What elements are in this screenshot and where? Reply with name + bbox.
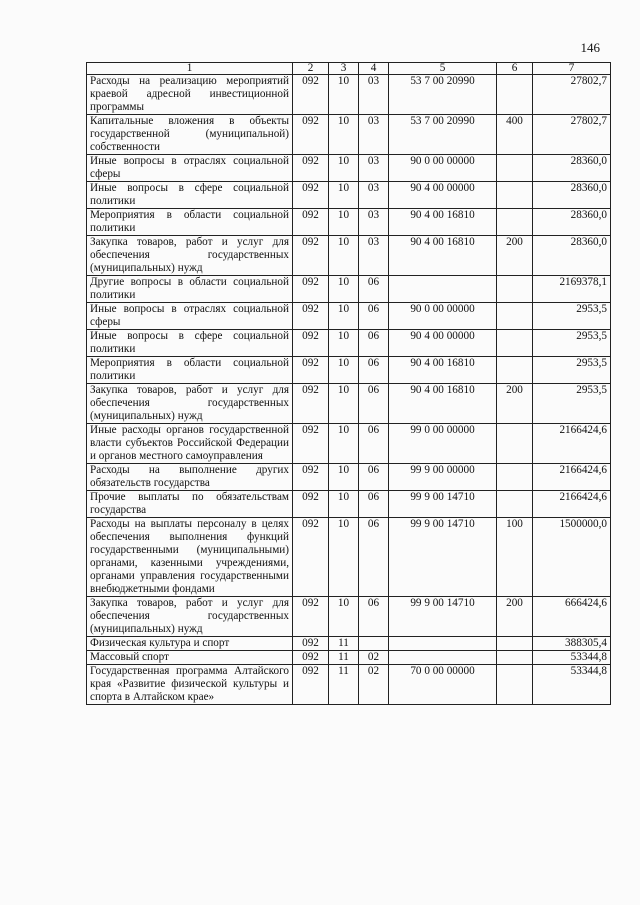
row-target-article-cell: 99 9 00 14710 bbox=[389, 597, 497, 637]
row-expense-type-cell bbox=[497, 637, 533, 651]
row-ved-cell: 092 bbox=[293, 330, 329, 357]
row-section-cell: 10 bbox=[329, 115, 359, 155]
row-expense-type-cell bbox=[497, 276, 533, 303]
row-ved-cell: 092 bbox=[293, 464, 329, 491]
row-target-article-cell: 99 9 00 14710 bbox=[389, 491, 497, 518]
table-row bbox=[87, 518, 611, 597]
row-expense-type-cell bbox=[497, 155, 533, 182]
row-ved-cell: 092 bbox=[293, 491, 329, 518]
row-ved-cell: 092 bbox=[293, 155, 329, 182]
row-name-cell: Иные расходы органов государственной власти субъектов Российской Федерации и органов местного самоуправления bbox=[87, 424, 293, 464]
row-target-article-cell: 90 4 00 00000 bbox=[389, 182, 497, 209]
row-section-cell: 11 bbox=[329, 651, 359, 665]
row-section-cell: 10 bbox=[329, 518, 359, 597]
column-header: 3 bbox=[329, 63, 359, 75]
row-name-cell: Мероприятия в области социальной политики bbox=[87, 357, 293, 384]
row-name-cell: Государственная программа Алтайского края «Развитие физической культуры и спорта в Алтайском крае» bbox=[87, 665, 293, 705]
row-subsection-cell: 03 bbox=[359, 209, 389, 236]
row-amount-cell: 27802,7 bbox=[533, 75, 611, 115]
row-amount-cell: 1500000,0 bbox=[533, 518, 611, 597]
row-name-cell: Мероприятия в области социальной политики bbox=[87, 209, 293, 236]
row-expense-type-cell bbox=[497, 75, 533, 115]
row-name-cell: Иные вопросы в отраслях социальной сферы bbox=[87, 303, 293, 330]
row-subsection-cell: 06 bbox=[359, 330, 389, 357]
table-row bbox=[87, 464, 611, 491]
row-subsection-cell: 06 bbox=[359, 303, 389, 330]
row-ved-cell: 092 bbox=[293, 276, 329, 303]
row-ved-cell: 092 bbox=[293, 424, 329, 464]
row-section-cell: 10 bbox=[329, 276, 359, 303]
table-body bbox=[87, 75, 611, 705]
row-target-article-cell bbox=[389, 637, 497, 651]
row-expense-type-cell bbox=[497, 665, 533, 705]
table-row bbox=[87, 357, 611, 384]
row-amount-cell: 28360,0 bbox=[533, 182, 611, 209]
row-expense-type-cell: 200 bbox=[497, 597, 533, 637]
row-expense-type-cell: 400 bbox=[497, 115, 533, 155]
row-ved-cell: 092 bbox=[293, 597, 329, 637]
table-row bbox=[87, 491, 611, 518]
row-section-cell: 10 bbox=[329, 597, 359, 637]
row-subsection-cell: 06 bbox=[359, 518, 389, 597]
row-amount-cell: 2166424,6 bbox=[533, 464, 611, 491]
row-name-cell: Расходы на выполнение других обязательств государства bbox=[87, 464, 293, 491]
row-expense-type-cell bbox=[497, 357, 533, 384]
row-ved-cell: 092 bbox=[293, 665, 329, 705]
row-expense-type-cell: 200 bbox=[497, 384, 533, 424]
row-subsection-cell: 03 bbox=[359, 115, 389, 155]
row-amount-cell: 28360,0 bbox=[533, 209, 611, 236]
row-ved-cell: 092 bbox=[293, 384, 329, 424]
table-row bbox=[87, 665, 611, 705]
row-expense-type-cell bbox=[497, 424, 533, 464]
row-amount-cell: 2953,5 bbox=[533, 330, 611, 357]
row-expense-type-cell bbox=[497, 303, 533, 330]
table-row bbox=[87, 424, 611, 464]
row-subsection-cell bbox=[359, 637, 389, 651]
column-header: 4 bbox=[359, 63, 389, 75]
row-section-cell: 10 bbox=[329, 236, 359, 276]
row-ved-cell: 092 bbox=[293, 637, 329, 651]
row-amount-cell: 28360,0 bbox=[533, 236, 611, 276]
row-target-article-cell: 90 4 00 00000 bbox=[389, 330, 497, 357]
row-name-cell: Расходы на реализацию мероприятий краевой адресной инвестиционной программы bbox=[87, 75, 293, 115]
row-section-cell: 10 bbox=[329, 464, 359, 491]
row-expense-type-cell bbox=[497, 464, 533, 491]
table-row bbox=[87, 384, 611, 424]
row-section-cell: 10 bbox=[329, 330, 359, 357]
table-row bbox=[87, 330, 611, 357]
row-section-cell: 11 bbox=[329, 665, 359, 705]
row-name-cell: Прочие выплаты по обязательствам государства bbox=[87, 491, 293, 518]
row-subsection-cell: 06 bbox=[359, 464, 389, 491]
row-target-article-cell: 90 4 00 16810 bbox=[389, 236, 497, 276]
row-subsection-cell: 06 bbox=[359, 424, 389, 464]
row-ved-cell: 092 bbox=[293, 209, 329, 236]
table-row bbox=[87, 75, 611, 115]
row-name-cell: Иные вопросы в сфере социальной политики bbox=[87, 182, 293, 209]
row-section-cell: 10 bbox=[329, 182, 359, 209]
row-target-article-cell: 90 4 00 16810 bbox=[389, 384, 497, 424]
table-header bbox=[87, 63, 611, 75]
row-amount-cell: 2166424,6 bbox=[533, 424, 611, 464]
row-target-article-cell: 99 9 00 14710 bbox=[389, 518, 497, 597]
row-target-article-cell: 53 7 00 20990 bbox=[389, 75, 497, 115]
column-header: 7 bbox=[533, 63, 611, 75]
row-target-article-cell: 99 9 00 00000 bbox=[389, 464, 497, 491]
row-ved-cell: 092 bbox=[293, 115, 329, 155]
row-ved-cell: 092 bbox=[293, 303, 329, 330]
row-section-cell: 10 bbox=[329, 209, 359, 236]
table-row bbox=[87, 597, 611, 637]
row-section-cell: 10 bbox=[329, 384, 359, 424]
row-amount-cell: 27802,7 bbox=[533, 115, 611, 155]
row-subsection-cell: 06 bbox=[359, 597, 389, 637]
row-expense-type-cell: 100 bbox=[497, 518, 533, 597]
row-name-cell: Расходы на выплаты персоналу в целях обеспечения выполнения функций государственными (муниципальными) органами, казенными учреждениями, органами управления государственными внебюджетными фондами bbox=[87, 518, 293, 597]
page-number: 146 bbox=[580, 40, 600, 55]
row-expense-type-cell bbox=[497, 330, 533, 357]
table-row bbox=[87, 209, 611, 236]
row-section-cell: 10 bbox=[329, 424, 359, 464]
table-row bbox=[87, 276, 611, 303]
row-name-cell: Капитальные вложения в объекты государственной (муниципальной) собственности bbox=[87, 115, 293, 155]
table-row bbox=[87, 115, 611, 155]
column-header: 2 bbox=[293, 63, 329, 75]
row-expense-type-cell bbox=[497, 491, 533, 518]
row-ved-cell: 092 bbox=[293, 651, 329, 665]
row-subsection-cell: 06 bbox=[359, 491, 389, 518]
row-amount-cell: 2953,5 bbox=[533, 357, 611, 384]
row-name-cell: Физическая культура и спорт bbox=[87, 637, 293, 651]
table-row bbox=[87, 651, 611, 665]
column-header: 5 bbox=[389, 63, 497, 75]
row-name-cell: Иные вопросы в отраслях социальной сферы bbox=[87, 155, 293, 182]
row-section-cell: 10 bbox=[329, 357, 359, 384]
table-row bbox=[87, 182, 611, 209]
header-row bbox=[87, 63, 611, 75]
row-name-cell: Закупка товаров, работ и услуг для обеспечения государственных (муниципальных) нужд bbox=[87, 597, 293, 637]
column-header: 6 bbox=[497, 63, 533, 75]
row-ved-cell: 092 bbox=[293, 357, 329, 384]
row-section-cell: 10 bbox=[329, 155, 359, 182]
table-row bbox=[87, 303, 611, 330]
row-amount-cell: 388305,4 bbox=[533, 637, 611, 651]
row-amount-cell: 53344,8 bbox=[533, 665, 611, 705]
row-section-cell: 10 bbox=[329, 303, 359, 330]
row-expense-type-cell bbox=[497, 651, 533, 665]
row-amount-cell: 2166424,6 bbox=[533, 491, 611, 518]
row-subsection-cell: 03 bbox=[359, 182, 389, 209]
row-section-cell: 10 bbox=[329, 75, 359, 115]
row-expense-type-cell bbox=[497, 182, 533, 209]
row-subsection-cell: 06 bbox=[359, 276, 389, 303]
row-target-article-cell: 70 0 00 00000 bbox=[389, 665, 497, 705]
row-ved-cell: 092 bbox=[293, 182, 329, 209]
row-amount-cell: 2953,5 bbox=[533, 303, 611, 330]
row-subsection-cell: 02 bbox=[359, 651, 389, 665]
row-amount-cell: 666424,6 bbox=[533, 597, 611, 637]
table-row bbox=[87, 637, 611, 651]
row-amount-cell: 28360,0 bbox=[533, 155, 611, 182]
row-name-cell: Массовый спорт bbox=[87, 651, 293, 665]
row-target-article-cell: 99 0 00 00000 bbox=[389, 424, 497, 464]
row-subsection-cell: 03 bbox=[359, 236, 389, 276]
row-target-article-cell: 90 0 00 00000 bbox=[389, 303, 497, 330]
row-name-cell: Закупка товаров, работ и услуг для обеспечения государственных (муниципальных) нужд bbox=[87, 384, 293, 424]
budget-table bbox=[86, 62, 611, 705]
row-amount-cell: 53344,8 bbox=[533, 651, 611, 665]
row-name-cell: Иные вопросы в сфере социальной политики bbox=[87, 330, 293, 357]
row-target-article-cell bbox=[389, 651, 497, 665]
row-ved-cell: 092 bbox=[293, 236, 329, 276]
row-target-article-cell: 90 4 00 16810 bbox=[389, 209, 497, 236]
row-subsection-cell: 03 bbox=[359, 75, 389, 115]
row-ved-cell: 092 bbox=[293, 75, 329, 115]
row-subsection-cell: 02 bbox=[359, 665, 389, 705]
row-subsection-cell: 06 bbox=[359, 357, 389, 384]
row-target-article-cell bbox=[389, 276, 497, 303]
row-expense-type-cell bbox=[497, 209, 533, 236]
row-amount-cell: 2169378,1 bbox=[533, 276, 611, 303]
row-subsection-cell: 03 bbox=[359, 155, 389, 182]
row-name-cell: Закупка товаров, работ и услуг для обеспечения государственных (муниципальных) нужд bbox=[87, 236, 293, 276]
column-header: 1 bbox=[87, 63, 293, 75]
table-row bbox=[87, 155, 611, 182]
row-ved-cell: 092 bbox=[293, 518, 329, 597]
row-target-article-cell: 90 4 00 16810 bbox=[389, 357, 497, 384]
row-amount-cell: 2953,5 bbox=[533, 384, 611, 424]
row-section-cell: 10 bbox=[329, 491, 359, 518]
row-target-article-cell: 90 0 00 00000 bbox=[389, 155, 497, 182]
table-row bbox=[87, 236, 611, 276]
row-expense-type-cell: 200 bbox=[497, 236, 533, 276]
row-target-article-cell: 53 7 00 20990 bbox=[389, 115, 497, 155]
row-section-cell: 11 bbox=[329, 637, 359, 651]
row-subsection-cell: 06 bbox=[359, 384, 389, 424]
row-name-cell: Другие вопросы в области социальной политики bbox=[87, 276, 293, 303]
